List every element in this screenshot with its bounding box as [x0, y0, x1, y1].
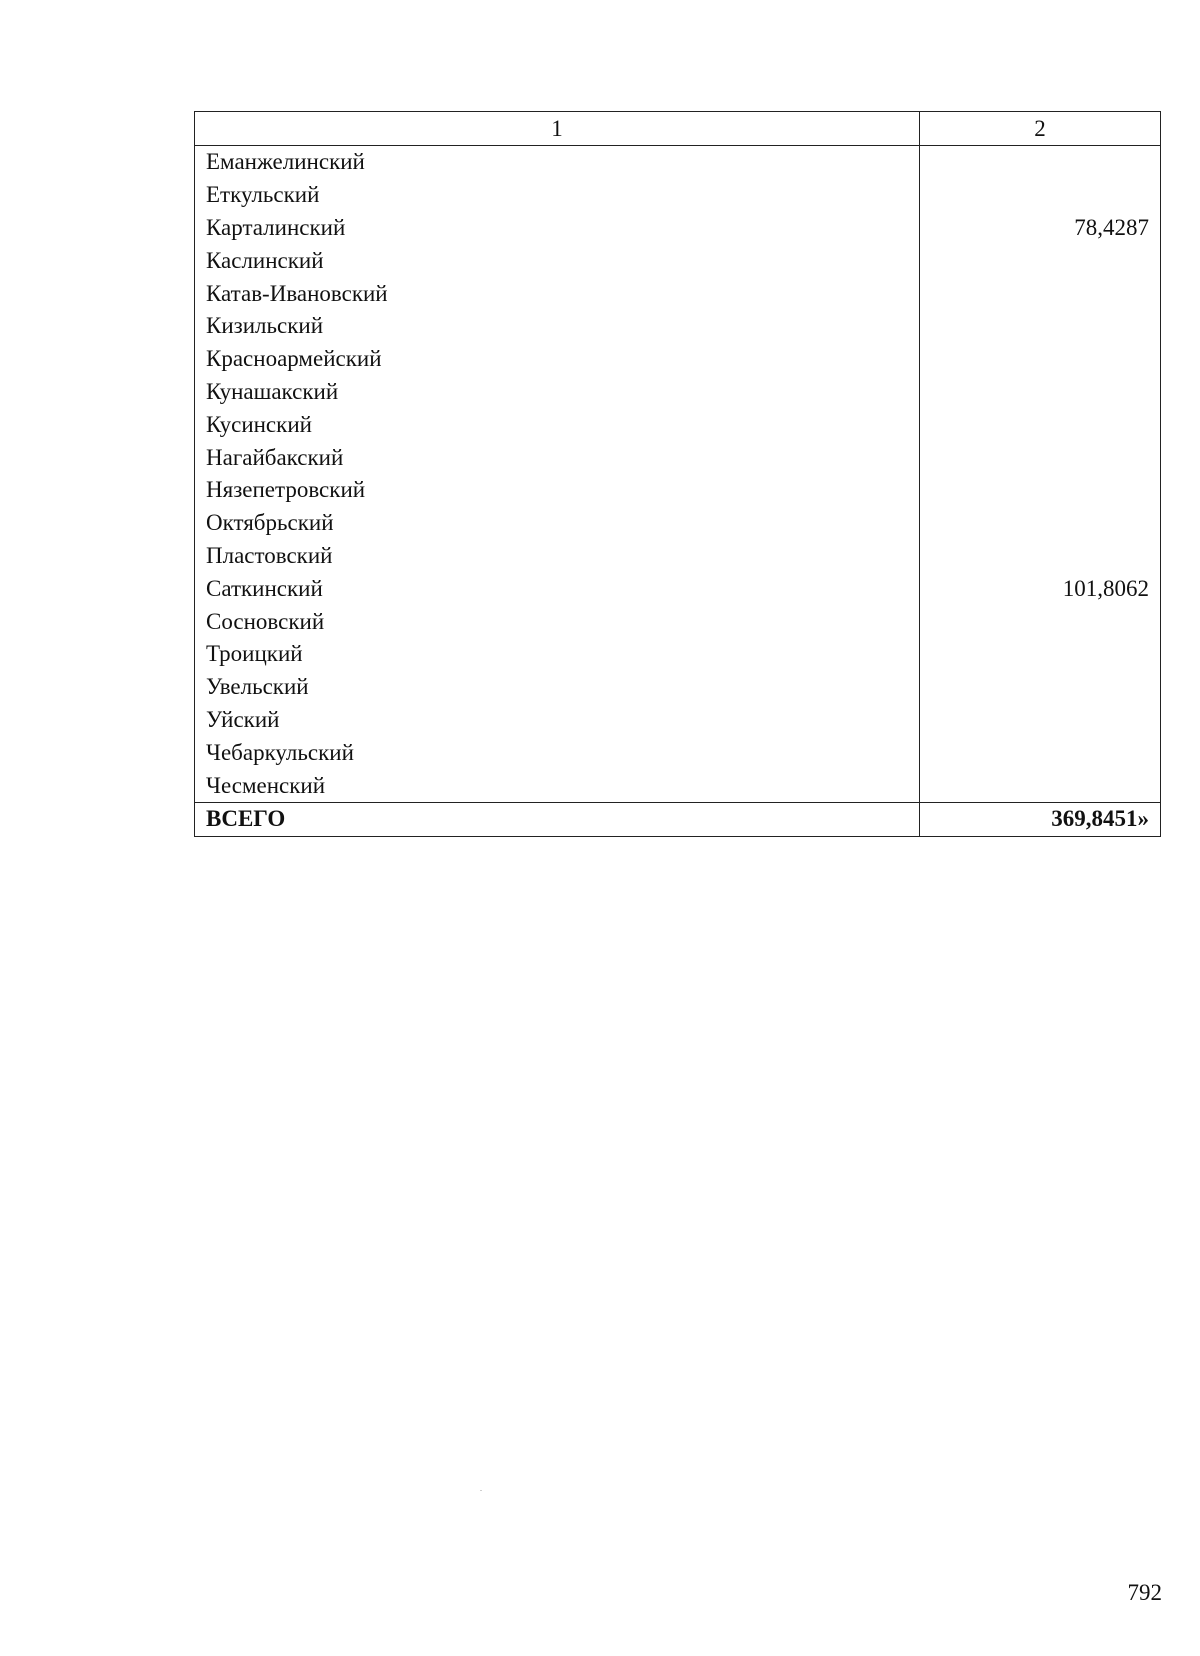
district-value	[920, 408, 1161, 441]
table-row	[195, 769, 1161, 802]
column-header-1: 1	[195, 112, 920, 146]
table-row	[195, 376, 1161, 409]
district-name: Кизильский	[195, 310, 920, 343]
table-row	[195, 441, 1161, 474]
district-value	[920, 704, 1161, 737]
district-value	[920, 277, 1161, 310]
table-row	[195, 736, 1161, 769]
district-name: Чесменский	[195, 769, 920, 802]
district-name: Каслинский	[195, 244, 920, 277]
table-row	[195, 704, 1161, 737]
total-value: 369,8451»	[920, 802, 1161, 836]
district-name: Октябрьский	[195, 507, 920, 540]
district-value	[920, 507, 1161, 540]
district-name: Нязепетровский	[195, 474, 920, 507]
district-value: 101,8062	[920, 572, 1161, 605]
district-name: Еткульский	[195, 179, 920, 212]
table-row	[195, 540, 1161, 573]
column-header-2: 2	[920, 112, 1161, 146]
table-row	[195, 507, 1161, 540]
district-name: Красноармейский	[195, 343, 920, 376]
table-row	[195, 310, 1161, 343]
page-number: 792	[1127, 1580, 1162, 1605]
table-row	[195, 605, 1161, 638]
district-name: Троицкий	[195, 638, 920, 671]
district-value	[920, 474, 1161, 507]
table-header-row	[195, 112, 1161, 146]
district-value	[920, 671, 1161, 704]
district-value	[920, 540, 1161, 573]
table-row	[195, 572, 1161, 605]
district-value	[920, 244, 1161, 277]
table-row	[195, 244, 1161, 277]
total-label: ВСЕГО	[195, 802, 920, 836]
district-value	[920, 310, 1161, 343]
table-row	[195, 212, 1161, 245]
table-row	[195, 277, 1161, 310]
district-name: Еманжелинский	[195, 146, 920, 179]
table-row	[195, 474, 1161, 507]
table-row	[195, 343, 1161, 376]
district-value	[920, 146, 1161, 179]
scan-speck	[480, 1490, 482, 1491]
district-name: Уйский	[195, 704, 920, 737]
district-name: Саткинский	[195, 572, 920, 605]
table-row	[195, 408, 1161, 441]
district-value	[920, 376, 1161, 409]
district-value	[920, 343, 1161, 376]
district-name: Карталинский	[195, 212, 920, 245]
district-value	[920, 736, 1161, 769]
district-name: Нагайбакский	[195, 441, 920, 474]
total-row	[195, 802, 1161, 836]
district-value	[920, 605, 1161, 638]
table-row	[195, 638, 1161, 671]
table-row	[195, 146, 1161, 179]
district-value	[920, 769, 1161, 802]
district-name: Катав-Ивановский	[195, 277, 920, 310]
district-name: Увельский	[195, 671, 920, 704]
district-value	[920, 638, 1161, 671]
district-name: Кунашакский	[195, 376, 920, 409]
district-name: Чебаркульский	[195, 736, 920, 769]
table-row	[195, 179, 1161, 212]
district-value	[920, 441, 1161, 474]
district-value	[920, 179, 1161, 212]
district-table	[194, 111, 1161, 837]
district-value: 78,4287	[920, 212, 1161, 245]
district-name: Кусинский	[195, 408, 920, 441]
district-name: Пластовский	[195, 540, 920, 573]
table-body	[195, 146, 1161, 837]
district-name: Сосновский	[195, 605, 920, 638]
table-row	[195, 671, 1161, 704]
